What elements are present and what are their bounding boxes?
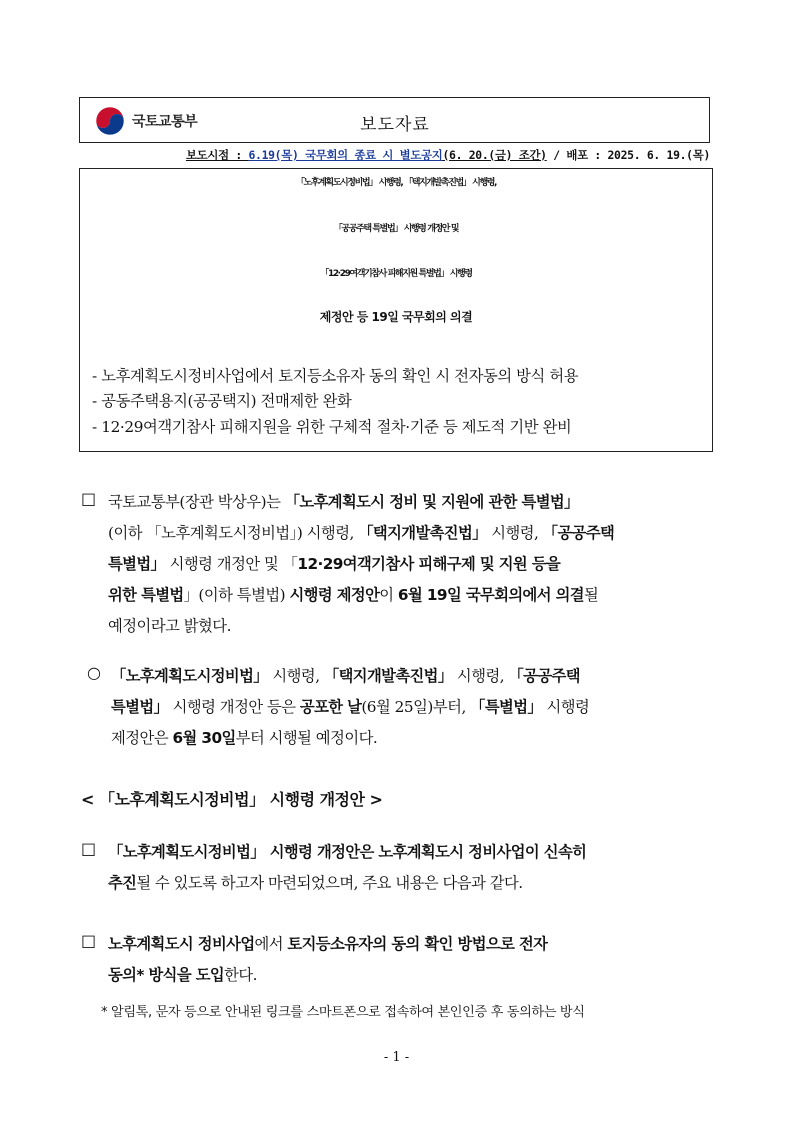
bold-span: 노후계획도시 정비사업	[108, 935, 255, 953]
footnote: * 알림톡, 문자 등으로 안내된 링크를 스마트폰으로 접속하여 본인인증 후 동의하는 방식	[101, 1005, 585, 1020]
bold-span: 「노후계획도시정비법」	[111, 667, 268, 685]
box-bullet: □	[81, 489, 97, 508]
bold-span: 공포한 날	[299, 698, 362, 716]
bold-span: 토지등소유자의 동의 확인 방법으로 전자	[287, 935, 548, 953]
text-span: 국토교통부(장관 박상우)는	[108, 493, 285, 511]
bold-span: 「공공주택	[508, 667, 580, 685]
text-span: 예정이라고 밝혔다.	[108, 617, 231, 635]
text-span: 시행령 개정안 등은	[168, 698, 300, 716]
bold-span: 시행령 제정안	[289, 586, 380, 604]
paragraph-effective-dates	[111, 661, 589, 754]
text-span: 한다.	[224, 966, 258, 984]
text-span: 시행령 개정안 및 「	[165, 555, 298, 573]
paragraph-electronic-consent	[108, 929, 547, 991]
text-span: 」(이하 특별법)	[183, 586, 290, 604]
text-span: 부터 시행될 예정이다.	[235, 729, 378, 747]
bold-span: 「택지개발촉진법」	[358, 524, 487, 542]
headline-line-4: 제정안 등 19일 국무회의 의결	[319, 310, 473, 324]
headline-line-2: 「공공주택 특별법」 시행령 개정안 및	[333, 224, 459, 234]
bold-span: 「노후계획도시 정비 및 지원에 관한 특별법」	[284, 493, 579, 511]
text-span: 제정안은	[111, 729, 173, 747]
paragraph-amendment-intro	[108, 837, 586, 899]
bold-span: 특별법」	[108, 555, 166, 573]
text-span: 시행령,	[452, 667, 509, 685]
bold-span: 동의* 방식을 도입	[108, 966, 225, 984]
paragraph-overview	[108, 487, 718, 642]
bold-span: 위한 특별법	[108, 586, 184, 604]
release-date: 6.19(목)	[248, 148, 299, 162]
text-span: 될 수 있도록 하고자 마련되었으며, 주요 내용은 다음과 같다.	[136, 874, 523, 892]
subtitle-item: - 12·29여객기참사 피해지원을 위한 구체적 절차·기준 등 제도적 기반 완비	[92, 418, 572, 436]
bold-span: 「노후계획도시정비법」 시행령 개정안은 노후계획도시 정비사업이 신속히	[108, 843, 587, 861]
distribution-date: / 배포 : 2025. 6. 19.(목)	[546, 148, 710, 162]
ministry-name: 국토교통부	[132, 114, 198, 130]
bold-span: 추진	[108, 874, 137, 892]
page-number: - 1 -	[383, 1050, 410, 1065]
headline-line-3: 「12·29여객기참사 피해지원 특별법」 시행령	[320, 269, 472, 279]
bold-span: 「택지개발촉진법」	[323, 667, 453, 685]
text-span: 시행령,	[486, 524, 543, 542]
release-label: 보도시점 :	[185, 148, 249, 162]
text-span: (이하 「노후계획도시정비법」) 시행령,	[108, 524, 359, 542]
text-span: 시행령,	[268, 667, 324, 685]
release-morning-paper: (6. 20.(금) 조간)	[442, 148, 547, 162]
bold-span: 6월 30일	[172, 729, 236, 747]
section-heading: < 「노후계획도시정비법」 시행령 개정안 >	[81, 790, 383, 809]
text-span: 에서	[254, 935, 288, 953]
bold-span: 특별법」	[111, 698, 169, 716]
subtitle-item: - 노후계획도시정비사업에서 토지등소유자 동의 확인 시 전자동의 방식 허용	[92, 367, 579, 385]
release-timing	[79, 147, 710, 163]
box-bullet: □	[81, 839, 97, 858]
headline-line-1: 「노후계획도시정비법」 시행령, 「택지개발촉진법」 시행령,	[295, 178, 497, 188]
bold-span: 「공공주택	[542, 524, 615, 542]
text-span: 될	[583, 586, 599, 604]
bold-span: 「특별법」	[470, 698, 543, 716]
subtitle-item: - 공동주택용지(공공택지) 전매제한 완화	[92, 392, 352, 410]
text-span: 시행령	[542, 698, 590, 716]
release-condition: 국무회의 종료 시 별도공지	[298, 148, 443, 162]
ministry-emblem-icon	[94, 105, 126, 137]
ministry-logo	[94, 104, 224, 138]
circle-bullet: ○	[87, 663, 101, 682]
bold-span: 12·29여객기참사 피해구제 및 지원 등을	[297, 555, 561, 573]
document-type: 보도자료	[360, 115, 430, 135]
bold-span: 6월 19일 국무회의에서 의결	[397, 586, 584, 604]
text-span: (6월 25일)부터,	[361, 698, 471, 716]
box-bullet: □	[81, 931, 97, 950]
text-span: 이	[379, 586, 398, 604]
